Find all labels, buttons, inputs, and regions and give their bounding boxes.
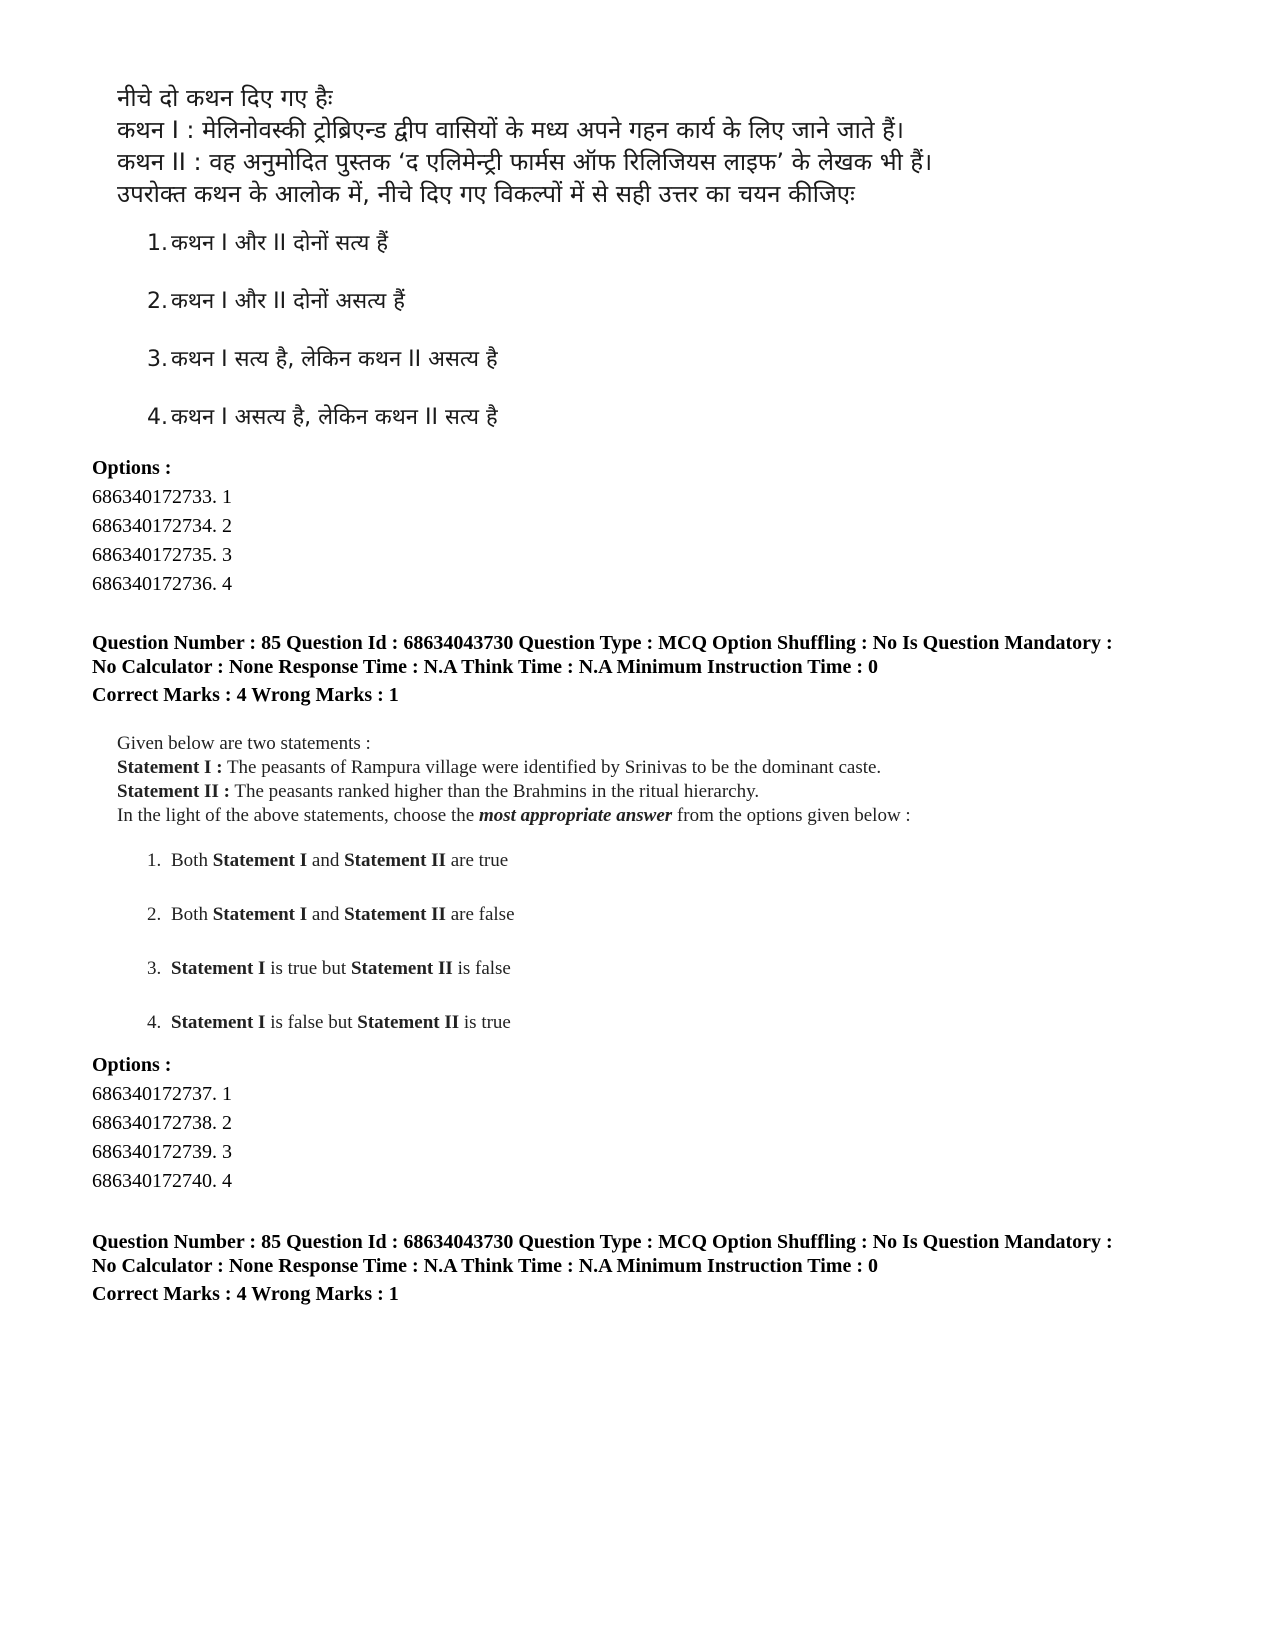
options-header: Options : [92,1054,172,1076]
marks-line: Correct Marks : 4 Wrong Marks : 1 [92,684,399,706]
statement-1: कथन I : मेलिनोवस्की ट्रोब्रिएन्ड द्वीप वासियों के मध्य अपने गहन कार्य के लिए जाने जाते हैं। [117,116,904,144]
meta-line-2: No Calculator : None Response Time : N.A Think Time : N.A Minimum Instruction Time : 0 [92,656,878,678]
choice-item: 1. Both Statement I and Statement II are true [147,850,509,871]
option-id: 686340172734. 2 [92,515,232,537]
choice-item: 3. कथन I सत्य है, लेकिन कथन II असत्य है [147,347,498,372]
choice-item: 4. Statement I is false but Statement II is true [147,1012,511,1033]
choice-item: 1. कथन I और II दोनों सत्य हैं [147,231,389,256]
option-id: 686340172738. 2 [92,1112,232,1134]
options-header: Options : [92,457,172,479]
choice-item: 2. Both Statement I and Statement II are false [147,904,515,925]
meta-line-1: Question Number : 85 Question Id : 68634043730 Question Type : MCQ Option Shuffling : No Is Question Mandatory : [92,632,1113,654]
statement-1: Statement I : The peasants of Rampura village were identified by Srinivas to be the dominant caste. [117,757,882,778]
question-85-body [117,732,1137,1064]
marks-line: Correct Marks : 4 Wrong Marks : 1 [92,1283,399,1305]
option-id: 686340172740. 4 [92,1170,232,1192]
question-instruction: उपरोक्त कथन के आलोक में, नीचे दिए गए विकल्पों में से सही उत्तर का चयन कीजिएः [117,180,855,208]
option-id: 686340172737. 1 [92,1083,232,1105]
choice-list [117,848,1137,1064]
question-intro: नीचे दो कथन दिए गए हैः [117,84,333,112]
option-id: 686340172739. 3 [92,1141,232,1163]
choice-item: 4. कथन I असत्य है, लेकिन कथन II सत्य है [147,405,498,430]
meta-line-1: Question Number : 85 Question Id : 68634043730 Question Type : MCQ Option Shuffling : No Is Question Mandatory : [92,1231,1113,1253]
choice-list [117,224,1137,456]
options-block-84 [92,454,232,599]
question-intro: Given below are two statements : [117,733,371,754]
statement-2: Statement II : The peasants ranked higher than the Brahmins in the ritual hierarchy. [117,781,760,802]
option-id: 686340172735. 3 [92,544,232,566]
option-id: 686340172736. 4 [92,573,232,595]
options-block-85 [92,1051,232,1196]
statement-2: कथन II : वह अनुमोदित पुस्तक ‘द एलिमेन्ट्री फार्मस ऑफ रिलिजियस लाइफ’ के लेखक भी हैं। [117,148,933,176]
meta-line-2: No Calculator : None Response Time : N.A Think Time : N.A Minimum Instruction Time : 0 [92,1255,878,1277]
choice-item: 3. Statement I is true but Statement II is false [147,958,511,979]
question-84-body [117,82,1137,456]
choice-item: 2. कथन I और II दोनों असत्य हैं [147,289,405,314]
question-next-meta [92,1230,1212,1306]
question-85-meta [92,631,1212,707]
question-instruction: In the light of the above statements, choose the most appropriate answer from the options given below : [117,805,911,826]
option-id: 686340172733. 1 [92,486,232,508]
